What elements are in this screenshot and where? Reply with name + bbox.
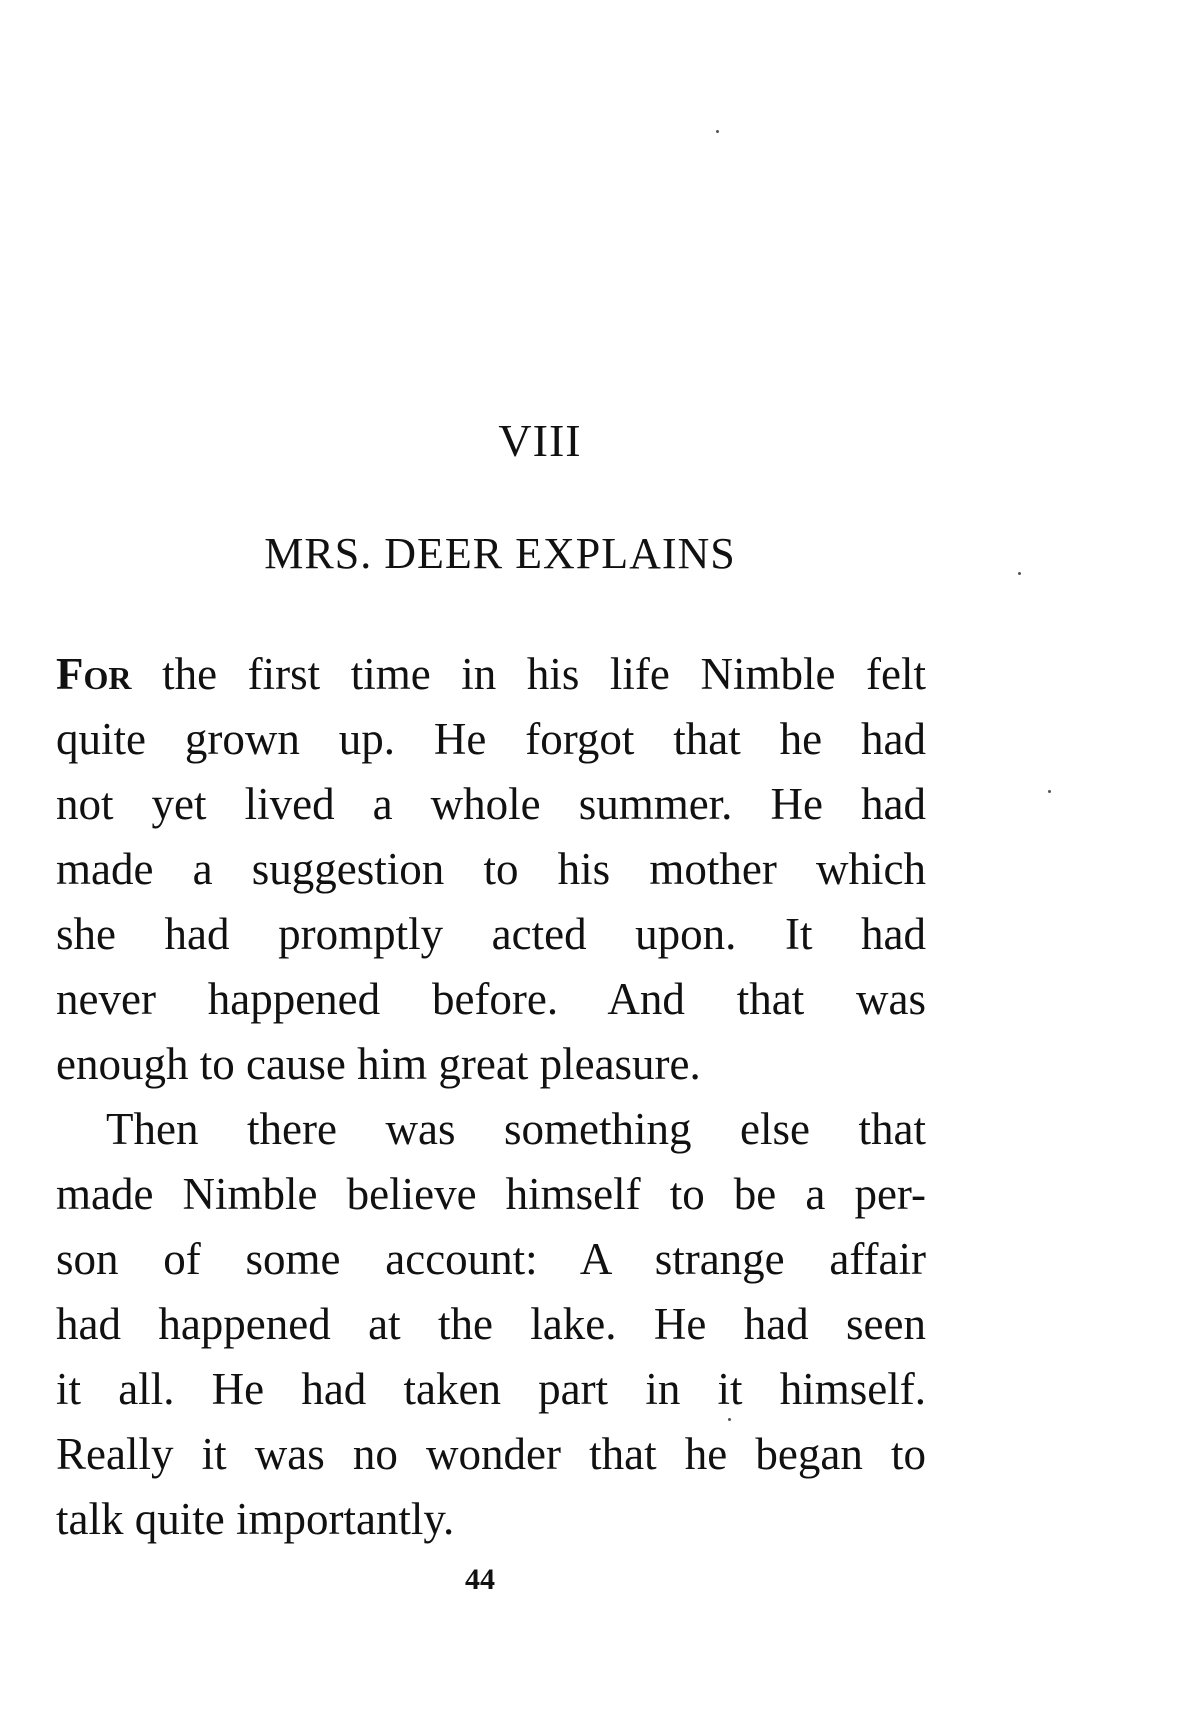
text-line: made a suggestion to his mother which [56,844,926,894]
page-number: 44 [465,1563,495,1596]
text-line: quite grown up. He forgot that he had [56,714,926,764]
paper-speck [1048,790,1051,793]
opening-word: For [56,649,132,699]
text-line: Then there was something else that [106,1104,926,1154]
text-line: not yet lived a whole summer. He had [56,779,926,829]
text-line: it all. He had taken part in it himself. [56,1364,926,1414]
body-text [56,642,926,1552]
paragraph-1 [56,642,926,1097]
text-line: son of some account: A strange affair [56,1234,926,1284]
chapter-title: MRS. DEER EXPLAINS [264,529,736,578]
paper-speck [1018,572,1021,575]
paragraph-2 [56,1097,926,1552]
text-line: made Nimble believe himself to be a per- [56,1169,926,1219]
text-line: talk quite importantly. [56,1494,455,1544]
text-line: enough to cause him great pleasure. [56,1039,701,1089]
text-line: Really it was no wonder that he began to [56,1429,926,1479]
paper-speck [716,130,719,133]
text-line: For the first time in his life Nimble felt [56,649,926,699]
text-line: never happened before. And that was [56,974,926,1024]
text-line: she had promptly acted upon. It had [56,909,926,959]
chapter-number: VIII [498,415,582,466]
text-line: had happened at the lake. He had seen [56,1299,926,1349]
